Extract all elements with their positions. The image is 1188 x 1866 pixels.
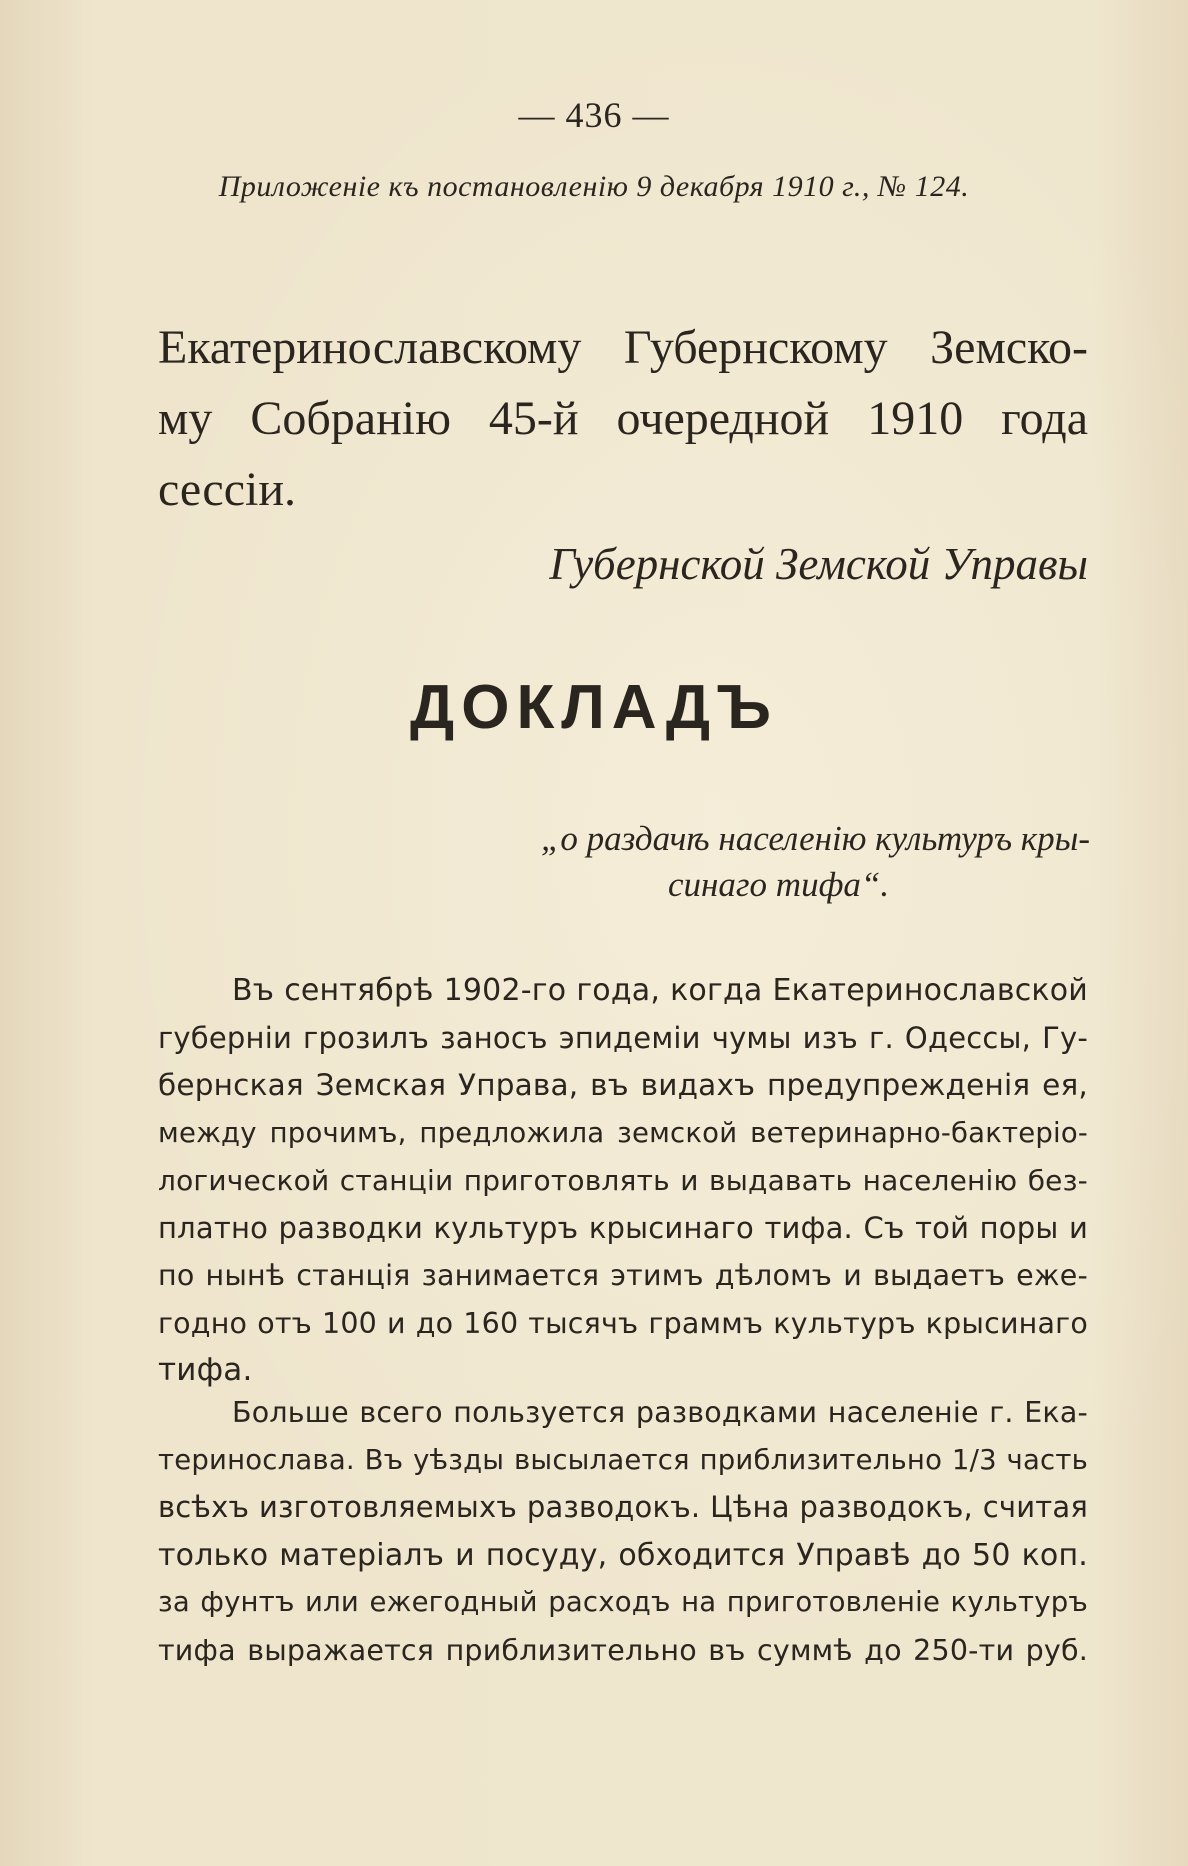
body-paragraph [158, 967, 1088, 1395]
paragraph-line: бернская Земская Управа, въ видахъ предупрежденія ея, [158, 1068, 1088, 1102]
paragraph-line: тифа выражается приблизительно въ суммѣ до 250-ти руб. [158, 1633, 1088, 1667]
report-title: ДОКЛАДЪ [410, 673, 778, 742]
report-subject-line: синаго тифа“. [668, 865, 890, 904]
paragraph-line: всѣхъ изготовляемыхъ разводокъ. Цѣна разводокъ, считая [158, 1490, 1088, 1524]
body-paragraph [158, 1389, 1088, 1674]
paragraph-line: платно разводки культуръ крысинаго тифа. Съ той поры и [158, 1210, 1088, 1245]
paragraph-line: только матеріалъ и посуду, обходится Управѣ до 50 коп. [158, 1537, 1088, 1573]
paragraph-line: за фунтъ или ежегодный расходъ на приготовленіе культуръ [158, 1586, 1088, 1618]
addressee-heading [158, 312, 1088, 525]
appendix-note: Приложеніе къ постановленію 9 декабря 1910 г., № 124. [218, 170, 970, 203]
report-subject [500, 816, 1090, 908]
report-subject-line: „о раздачѣ населенію культуръ кры- [540, 819, 1090, 858]
paragraph-line: губерніи грозилъ заносъ эпидеміи чумы изъ г. Одессы, Гу- [158, 1020, 1088, 1055]
paragraph-line: между прочимъ, предложила земской ветеринарно-бактеріо- [158, 1116, 1088, 1149]
addressee-line: му Собранію 45-й очередной 1910 года сессіи. [158, 392, 1088, 516]
paragraph-line: по нынѣ станція занимается этимъ дѣломъ и выдаетъ еже- [158, 1259, 1088, 1292]
paragraph-line: Въ сентябрѣ 1902-го года, когда Екатеринославской [232, 973, 1088, 1008]
addressee-line: Екатеринославскому Губернскому Земско- [158, 321, 1088, 374]
paragraph-line: логической станціи приготовлять и выдавать населенію без- [158, 1164, 1088, 1197]
paragraph-line: тифа. [158, 1352, 253, 1388]
authority-heading: Губернской Земской Управы [549, 539, 1088, 589]
paragraph-line: теринослава. Въ уѣзды высылается приблизительно 1/3 часть [158, 1443, 1088, 1476]
paragraph-line: Больше всего пользуется разводками населеніе г. Ека- [232, 1396, 1088, 1429]
paragraph-line: годно отъ 100 и до 160 тысячъ граммъ культуръ крысинаго [158, 1306, 1088, 1340]
page-number: — 436 — [518, 95, 670, 135]
